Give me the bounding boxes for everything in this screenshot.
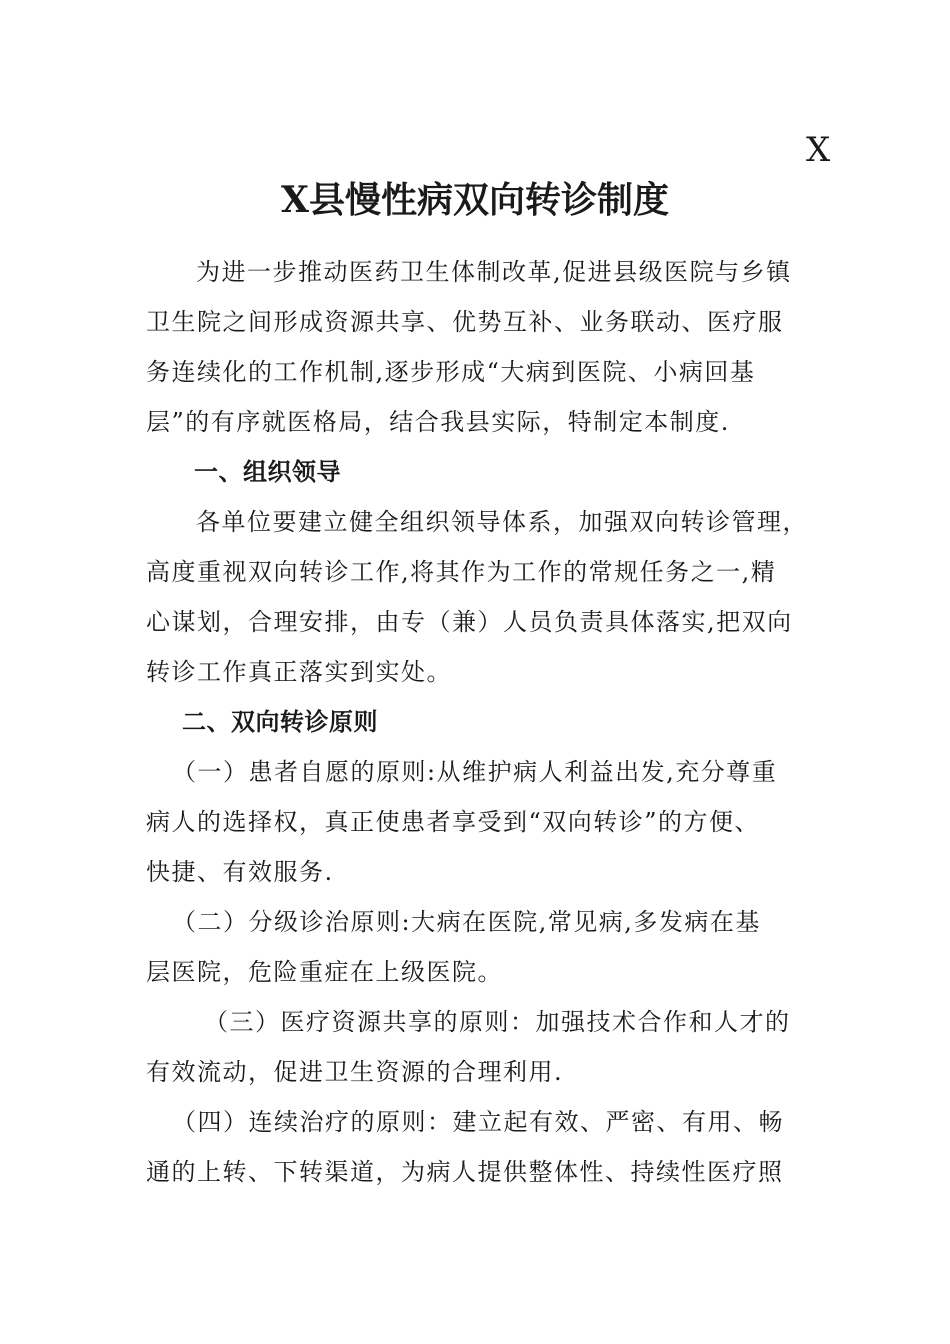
paragraph-line: （四）连续治疗的原则：建立起有效、严密、有用、畅: [172, 1108, 784, 1136]
corner-mark: X: [806, 130, 831, 170]
paragraph-line: 各单位要建立健全组织领导体系，加强双向转诊管理，: [196, 508, 808, 536]
paragraph-line: 务连续化的工作机制,逐步形成“大病到医院、小病回基: [146, 358, 756, 386]
paragraph-line: 高度重视双向转诊工作,将其作为工作的常规任务之一,精: [146, 558, 777, 586]
paragraph-line: 卫生院之间形成资源共享、优势互补、业务联动、医疗服: [146, 308, 784, 336]
page-title: X县慢性病双向转诊制度: [281, 179, 669, 221]
paragraph-line: 病人的选择权，真正使患者享受到“双向转诊”的方便、: [146, 808, 761, 836]
paragraph-line: 通的上转、下转渠道，为病人提供整体性、持续性医疗照: [146, 1158, 784, 1186]
paragraph-line: 层医院，危险重症在上级医院。: [146, 958, 503, 986]
section-heading: 二、双向转诊原则: [182, 708, 378, 736]
paragraph-line: （二）分级诊治原则:大病在医院,常见病,多发病在基: [172, 908, 761, 936]
paragraph-line: 为进一步推动医药卫生体制改革,促进县级医院与乡镇: [196, 258, 792, 286]
paragraph-line: （一）患者自愿的原则:从维护病人利益出发,充分尊重: [172, 758, 778, 786]
section-heading: 一、组织领导: [194, 458, 341, 486]
paragraph-line: 快捷、有效服务.: [146, 858, 334, 886]
paragraph-line: （三）医疗资源共享的原则：加强技术合作和人才的: [204, 1008, 791, 1036]
paragraph-line: 心谋划，合理安排，由专（兼）人员负责具体落实,把双向: [146, 608, 793, 636]
paragraph-line: 层”的有序就医格局，结合我县实际，特制定本制度.: [146, 408, 730, 436]
paragraph-line: 转诊工作真正落实到实处。: [146, 658, 452, 686]
paragraph-line: 有效流动，促进卫生资源的合理利用.: [146, 1058, 564, 1086]
